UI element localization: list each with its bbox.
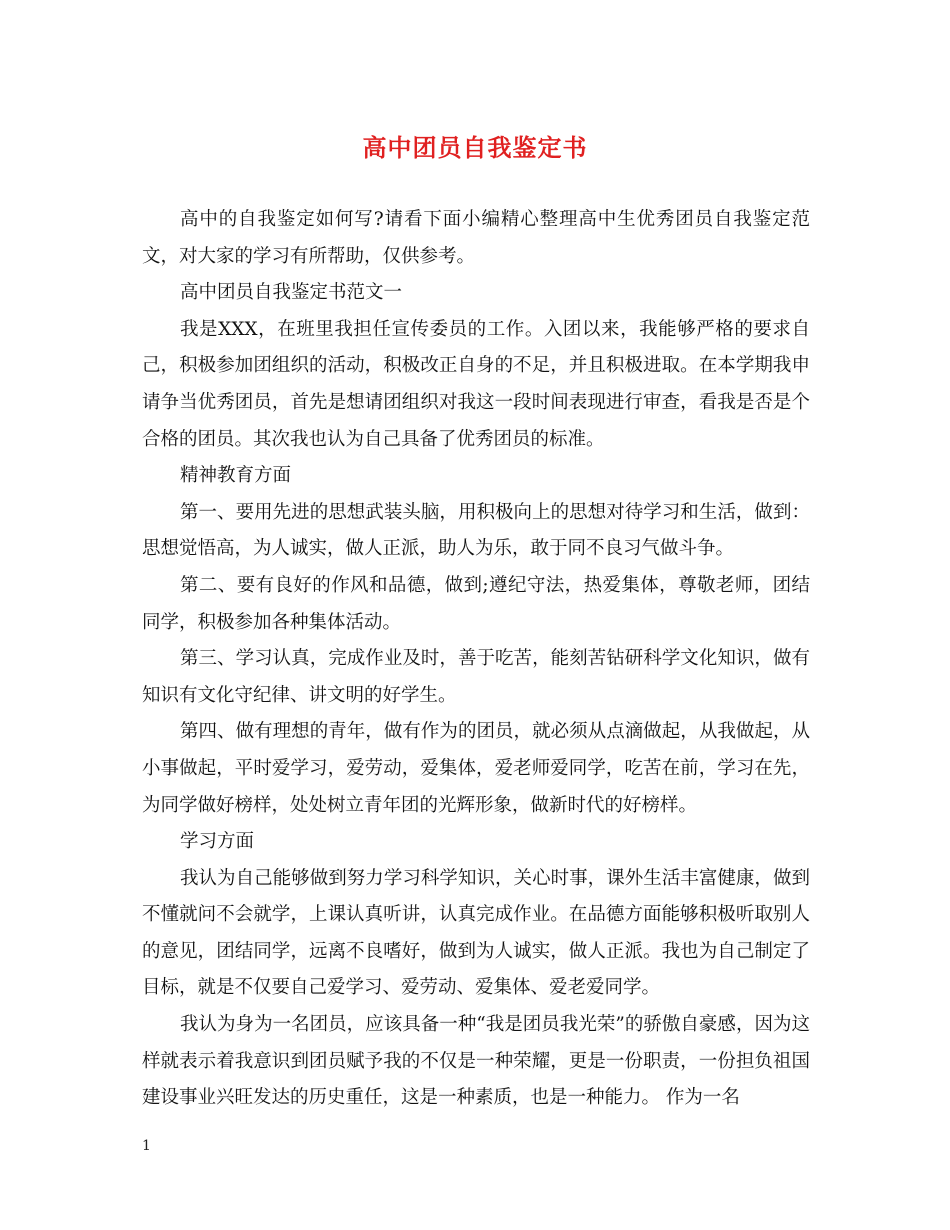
section-heading-sample-one: 高中团员自我鉴定书范文一 [180,282,403,304]
section-heading-study: 学习方面 [180,831,255,853]
body-paragraph: 我认为自己能够做到努力学习科学知识，关心时事，课外生活丰富健康，做到不懂就问不会就学，上课认真听讲，认真完成作业。在品德方面能够积极听取别人的意见，团结同学，远离不良嗜好，做到为人诚实，做人正派。我也为自己制定了目标，就是不仅要自己爱学习、爱劳动、爱集体、爱老爱同学。 [142,867,810,999]
body-paragraph: 第四、做有理想的青年，做有作为的团员，就必须从点滴做起，从我做起，从小事做起，平时爱学习，爱劳动，爱集体，爱老师爱同学，吃苦在前，学习在先，为同学做好榜样，处处树立青年团的光辉形象，做新时代的好榜样。 [142,721,810,816]
intro-paragraph: 高中的自我鉴定如何写?请看下面小编精心整理高中生优秀团员自我鉴定范文，对大家的学习有所帮助，仅供参考。 [142,209,810,267]
section-heading-spirit: 精神教育方面 [180,465,292,487]
body-paragraph: 第二、要有良好的作风和品德，做到;遵纪守法，热爱集体，尊敬老师，团结同学，积极参加各种集体活动。 [142,574,810,633]
body-paragraph: 第一、要用先进的思想武装头脑，用积极向上的思想对待学习和生活，做到：思想觉悟高，为人诚实，做人正派，助人为乐，敢于同不良习气做斗争。 [142,501,810,560]
body-paragraph: 我是XXX，在班里我担任宣传委员的工作。入团以来，我能够严格的要求自己，积极参加团组织的活动，积极改正自身的不足，并且积极进取。在本学期我申请争当优秀团员，首先是想请团组织对我这一段时间表现进行审查，看我是否是个合格的团员。其次我也认为自己具备了优秀团员的标准。 [142,318,810,450]
page-number: 1 [142,1138,151,1154]
body-paragraph: 第三、学习认真，完成作业及时，善于吃苦，能刻苦钻研科学文化知识，做有知识有文化守纪律、讲文明的好学生。 [142,648,810,706]
body-paragraph: 我认为身为一名团员，应该具备一种“我是团员我光荣”的骄傲自豪感，因为这样就表示着我意识到团员赋予我的不仅是一种荣耀，更是一份职责，一份担负祖国建设事业兴旺发达的历史重任，这是一种素质，也是一种能力。 作为一名 [142,1014,810,1109]
document-title: 高中团员自我鉴定书 [362,133,588,162]
document-body [142,202,810,1117]
